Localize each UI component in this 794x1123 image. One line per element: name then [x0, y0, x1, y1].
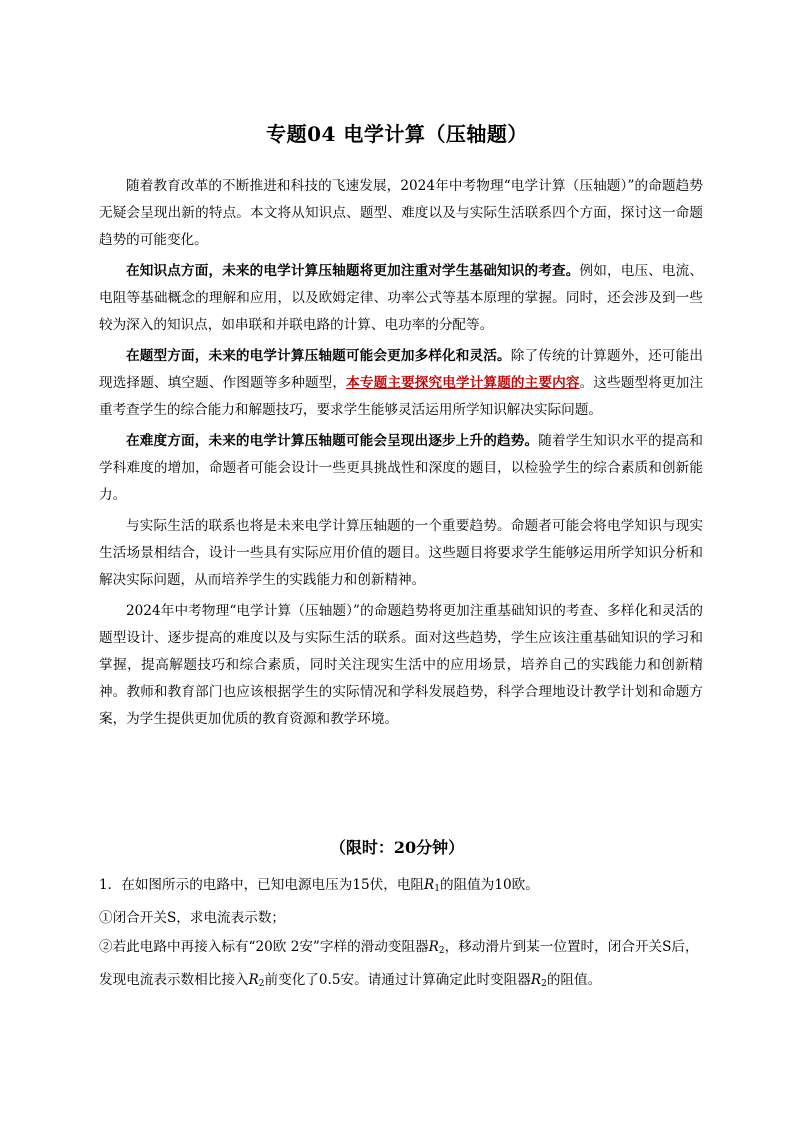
intro-text: 与实际生活的联系也将是未来电学计算压轴题的一个重要趋势。命题者可能会将电学知识与现实生活场景相结合，设计一些具有实际应用价值的题目。这些题目将要求学生能够运用所学知识分析和解决实际问题，从而培养学生的实践能力和创新精神。	[99, 518, 703, 588]
question-text: 1．在如图所示的电路中，已知电源电压为15伏，电阻	[99, 877, 425, 893]
question-1	[99, 871, 703, 999]
time-limit-heading: （限时：20分钟）	[329, 838, 465, 857]
bold-lead: 在知识点方面，未来的电学计算压轴题将更加注重对学生基础知识的考查。	[126, 263, 580, 279]
resistor-symbol	[429, 939, 439, 955]
highlight-text: 本专题主要探究电学计算题的主要内容	[346, 375, 580, 391]
resistor-symbol	[424, 877, 434, 893]
resistor-symbol	[531, 972, 541, 988]
resistor-subscript: 2	[541, 979, 547, 989]
resistor-letter: R	[530, 972, 542, 988]
bold-lead: 在难度方面，未来的电学计算压轴题可能会呈现出逐步上升的趋势。	[126, 433, 539, 449]
intro-text: 2024年中考物理“电学计算（压轴题）”的命题趋势将更加注重基础知识的考查、多样化和灵活的题型设计、逐步提高的难度以及与实际生活的联系。面对这些趋势，学生应该注重基础知识的学习和掌握，提高解题技巧和综合素质，同时关注现实生活中的应用场景，培养自己的实践能力和创新精神。教师和教育部门也应该根据学生的实际情况和学科发展趋势，科学合理地设计教学计划和命题方案，为学生提供更加优质的教育资源和教学环境。	[99, 603, 703, 727]
intro-paragraph-1	[99, 173, 703, 254]
question-part-1: ①闭合开关S，求电流表示数；	[99, 910, 286, 926]
question-text: 前变化了0.5安。请通过计算确定此时变阻器	[264, 972, 531, 988]
resistor-letter: R	[248, 972, 259, 988]
resistor-letter: R	[424, 877, 435, 893]
resistor-subscript: 2	[438, 946, 445, 956]
question-stem	[99, 871, 703, 904]
intro-paragraph-2	[99, 258, 703, 339]
bold-lead: 在题型方面，未来的电学计算压轴题可能会更加多样化和灵活。	[126, 348, 511, 364]
intro-section	[99, 173, 703, 737]
intro-paragraph-5	[99, 513, 703, 594]
intro-paragraph-6	[99, 598, 703, 733]
question-text: ②若此电路中再接入标有“20欧 2安”字样的滑动变阻器	[99, 939, 429, 955]
question-text: ，移动滑片到某一位置时，闭合开关S后，发现电流表示数相比接入	[99, 939, 699, 988]
resistor-subscript: 1	[434, 884, 440, 894]
intro-text: 例如，电压、电流、电阻等基础概念的理解和应用，以及欧姆定律、功率公式等基本原理的掌握。同时，还会涉及到一些较为深入的知识点，如串联和并联电路的计算、电功率的分配等。	[99, 263, 704, 333]
page-title: 专题04 电学计算（压轴题）	[266, 122, 528, 146]
intro-text: 随着学生知识水平的提高和学科难度的增加，命题者可能会设计一些更具挑战性和深度的题目，以检验学生的综合素质和创新能力。	[99, 433, 704, 503]
question-text: 的阻值为10欧。	[440, 877, 539, 893]
resistor-subscript: 2	[258, 979, 265, 989]
resistor-letter: R	[428, 939, 439, 955]
intro-paragraph-4	[99, 428, 703, 509]
resistor-symbol	[249, 972, 259, 988]
intro-text: 除了传统的计算题外，还可能出现选择题、填空题、作图题等多种题型，	[99, 348, 703, 391]
question-part-2	[99, 933, 703, 999]
intro-text: 。这些题型将更加注重考查学生的综合能力和解题技巧，要求学生能够灵活运用所学知识解决实际问题。	[99, 375, 704, 418]
intro-text: 随着教育改革的不断推进和科技的飞速发展，2024年中考物理“电学计算（压轴题）”的命题趋势无疑会呈现出新的特点。本文将从知识点、题型、难度以及与实际生活联系四个方面，探讨这一命题趋势的可能变化。	[99, 178, 703, 248]
intro-paragraph-3	[99, 343, 703, 424]
question-text: 的阻值。	[546, 972, 602, 988]
